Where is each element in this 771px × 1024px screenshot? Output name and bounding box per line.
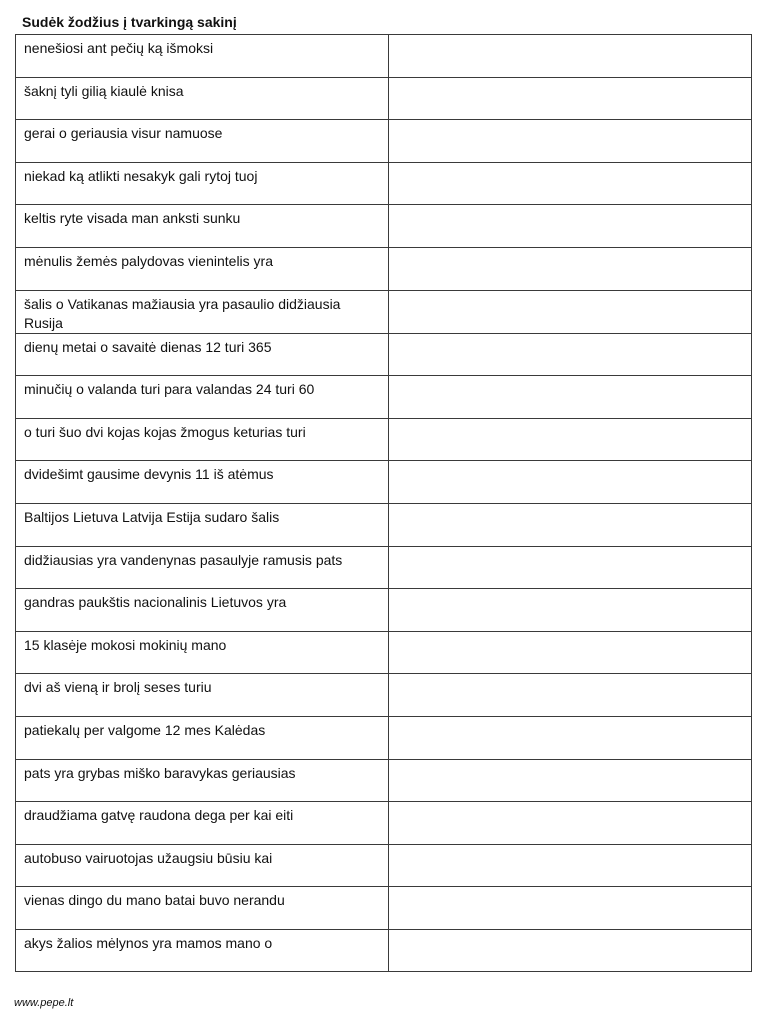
sentence-table-body xyxy=(16,35,752,972)
scrambled-sentence: šalis o Vatikanas mažiausia yra pasaulio didžiausia Rusija xyxy=(16,290,389,333)
scrambled-sentence: niekad ką atlikti nesakyk gali rytoj tuoj xyxy=(16,162,389,205)
scrambled-sentence: draudžiama gatvę raudona dega per kai eiti xyxy=(16,802,389,845)
sentence-table xyxy=(15,34,752,972)
table-row xyxy=(16,247,752,290)
scrambled-sentence: dvi aš vieną ir brolį seses turiu xyxy=(16,674,389,717)
table-row xyxy=(16,589,752,632)
answer-cell[interactable] xyxy=(389,589,752,632)
worksheet-title: Sudėk žodžius į tvarkingą sakinį xyxy=(22,14,237,30)
scrambled-sentence: patiekalų per valgome 12 mes Kalėdas xyxy=(16,716,389,759)
scrambled-sentence: autobuso vairuotojas užaugsiu būsiu kai xyxy=(16,844,389,887)
scrambled-sentence: akys žalios mėlynos yra mamos mano o xyxy=(16,929,389,972)
answer-cell[interactable] xyxy=(389,77,752,120)
table-row xyxy=(16,162,752,205)
answer-cell[interactable] xyxy=(389,418,752,461)
table-row xyxy=(16,929,752,972)
answer-cell[interactable] xyxy=(389,546,752,589)
table-row xyxy=(16,290,752,333)
scrambled-sentence: vienas dingo du mano batai buvo nerandu xyxy=(16,887,389,930)
answer-cell[interactable] xyxy=(389,162,752,205)
scrambled-sentence: didžiausias yra vandenynas pasaulyje ramusis pats xyxy=(16,546,389,589)
answer-cell[interactable] xyxy=(389,716,752,759)
answer-cell[interactable] xyxy=(389,929,752,972)
table-row xyxy=(16,887,752,930)
answer-cell[interactable] xyxy=(389,376,752,419)
answer-cell[interactable] xyxy=(389,205,752,248)
table-row xyxy=(16,716,752,759)
table-row xyxy=(16,461,752,504)
answer-cell[interactable] xyxy=(389,333,752,376)
answer-cell[interactable] xyxy=(389,120,752,163)
answer-cell[interactable] xyxy=(389,461,752,504)
scrambled-sentence: pats yra grybas miško baravykas geriausias xyxy=(16,759,389,802)
table-row xyxy=(16,631,752,674)
table-row xyxy=(16,120,752,163)
table-row xyxy=(16,844,752,887)
table-row xyxy=(16,333,752,376)
answer-cell[interactable] xyxy=(389,35,752,78)
table-row xyxy=(16,674,752,717)
scrambled-sentence: mėnulis žemės palydovas vienintelis yra xyxy=(16,247,389,290)
table-row xyxy=(16,77,752,120)
table-row xyxy=(16,802,752,845)
scrambled-sentence: gerai o geriausia visur namuose xyxy=(16,120,389,163)
table-row xyxy=(16,35,752,78)
answer-cell[interactable] xyxy=(389,844,752,887)
table-row xyxy=(16,546,752,589)
answer-cell[interactable] xyxy=(389,290,752,333)
table-row xyxy=(16,376,752,419)
scrambled-sentence: minučių o valanda turi para valandas 24 turi 60 xyxy=(16,376,389,419)
table-row xyxy=(16,205,752,248)
footer-url: www.pepe.lt xyxy=(14,997,74,1009)
scrambled-sentence: šaknį tyli gilią kiaulė knisa xyxy=(16,77,389,120)
answer-cell[interactable] xyxy=(389,887,752,930)
scrambled-sentence: keltis ryte visada man anksti sunku xyxy=(16,205,389,248)
answer-cell[interactable] xyxy=(389,674,752,717)
scrambled-sentence: nenešiosi ant pečių ką išmoksi xyxy=(16,35,389,78)
scrambled-sentence: dvidešimt gausime devynis 11 iš atėmus xyxy=(16,461,389,504)
answer-cell[interactable] xyxy=(389,247,752,290)
answer-cell[interactable] xyxy=(389,759,752,802)
scrambled-sentence: o turi šuo dvi kojas kojas žmogus keturias turi xyxy=(16,418,389,461)
table-row xyxy=(16,418,752,461)
answer-cell[interactable] xyxy=(389,802,752,845)
scrambled-sentence: 15 klasėje mokosi mokinių mano xyxy=(16,631,389,674)
table-row xyxy=(16,759,752,802)
scrambled-sentence: dienų metai o savaitė dienas 12 turi 365 xyxy=(16,333,389,376)
answer-cell[interactable] xyxy=(389,503,752,546)
table-row xyxy=(16,503,752,546)
answer-cell[interactable] xyxy=(389,631,752,674)
scrambled-sentence: gandras paukštis nacionalinis Lietuvos yra xyxy=(16,589,389,632)
scrambled-sentence: Baltijos Lietuva Latvija Estija sudaro šalis xyxy=(16,503,389,546)
